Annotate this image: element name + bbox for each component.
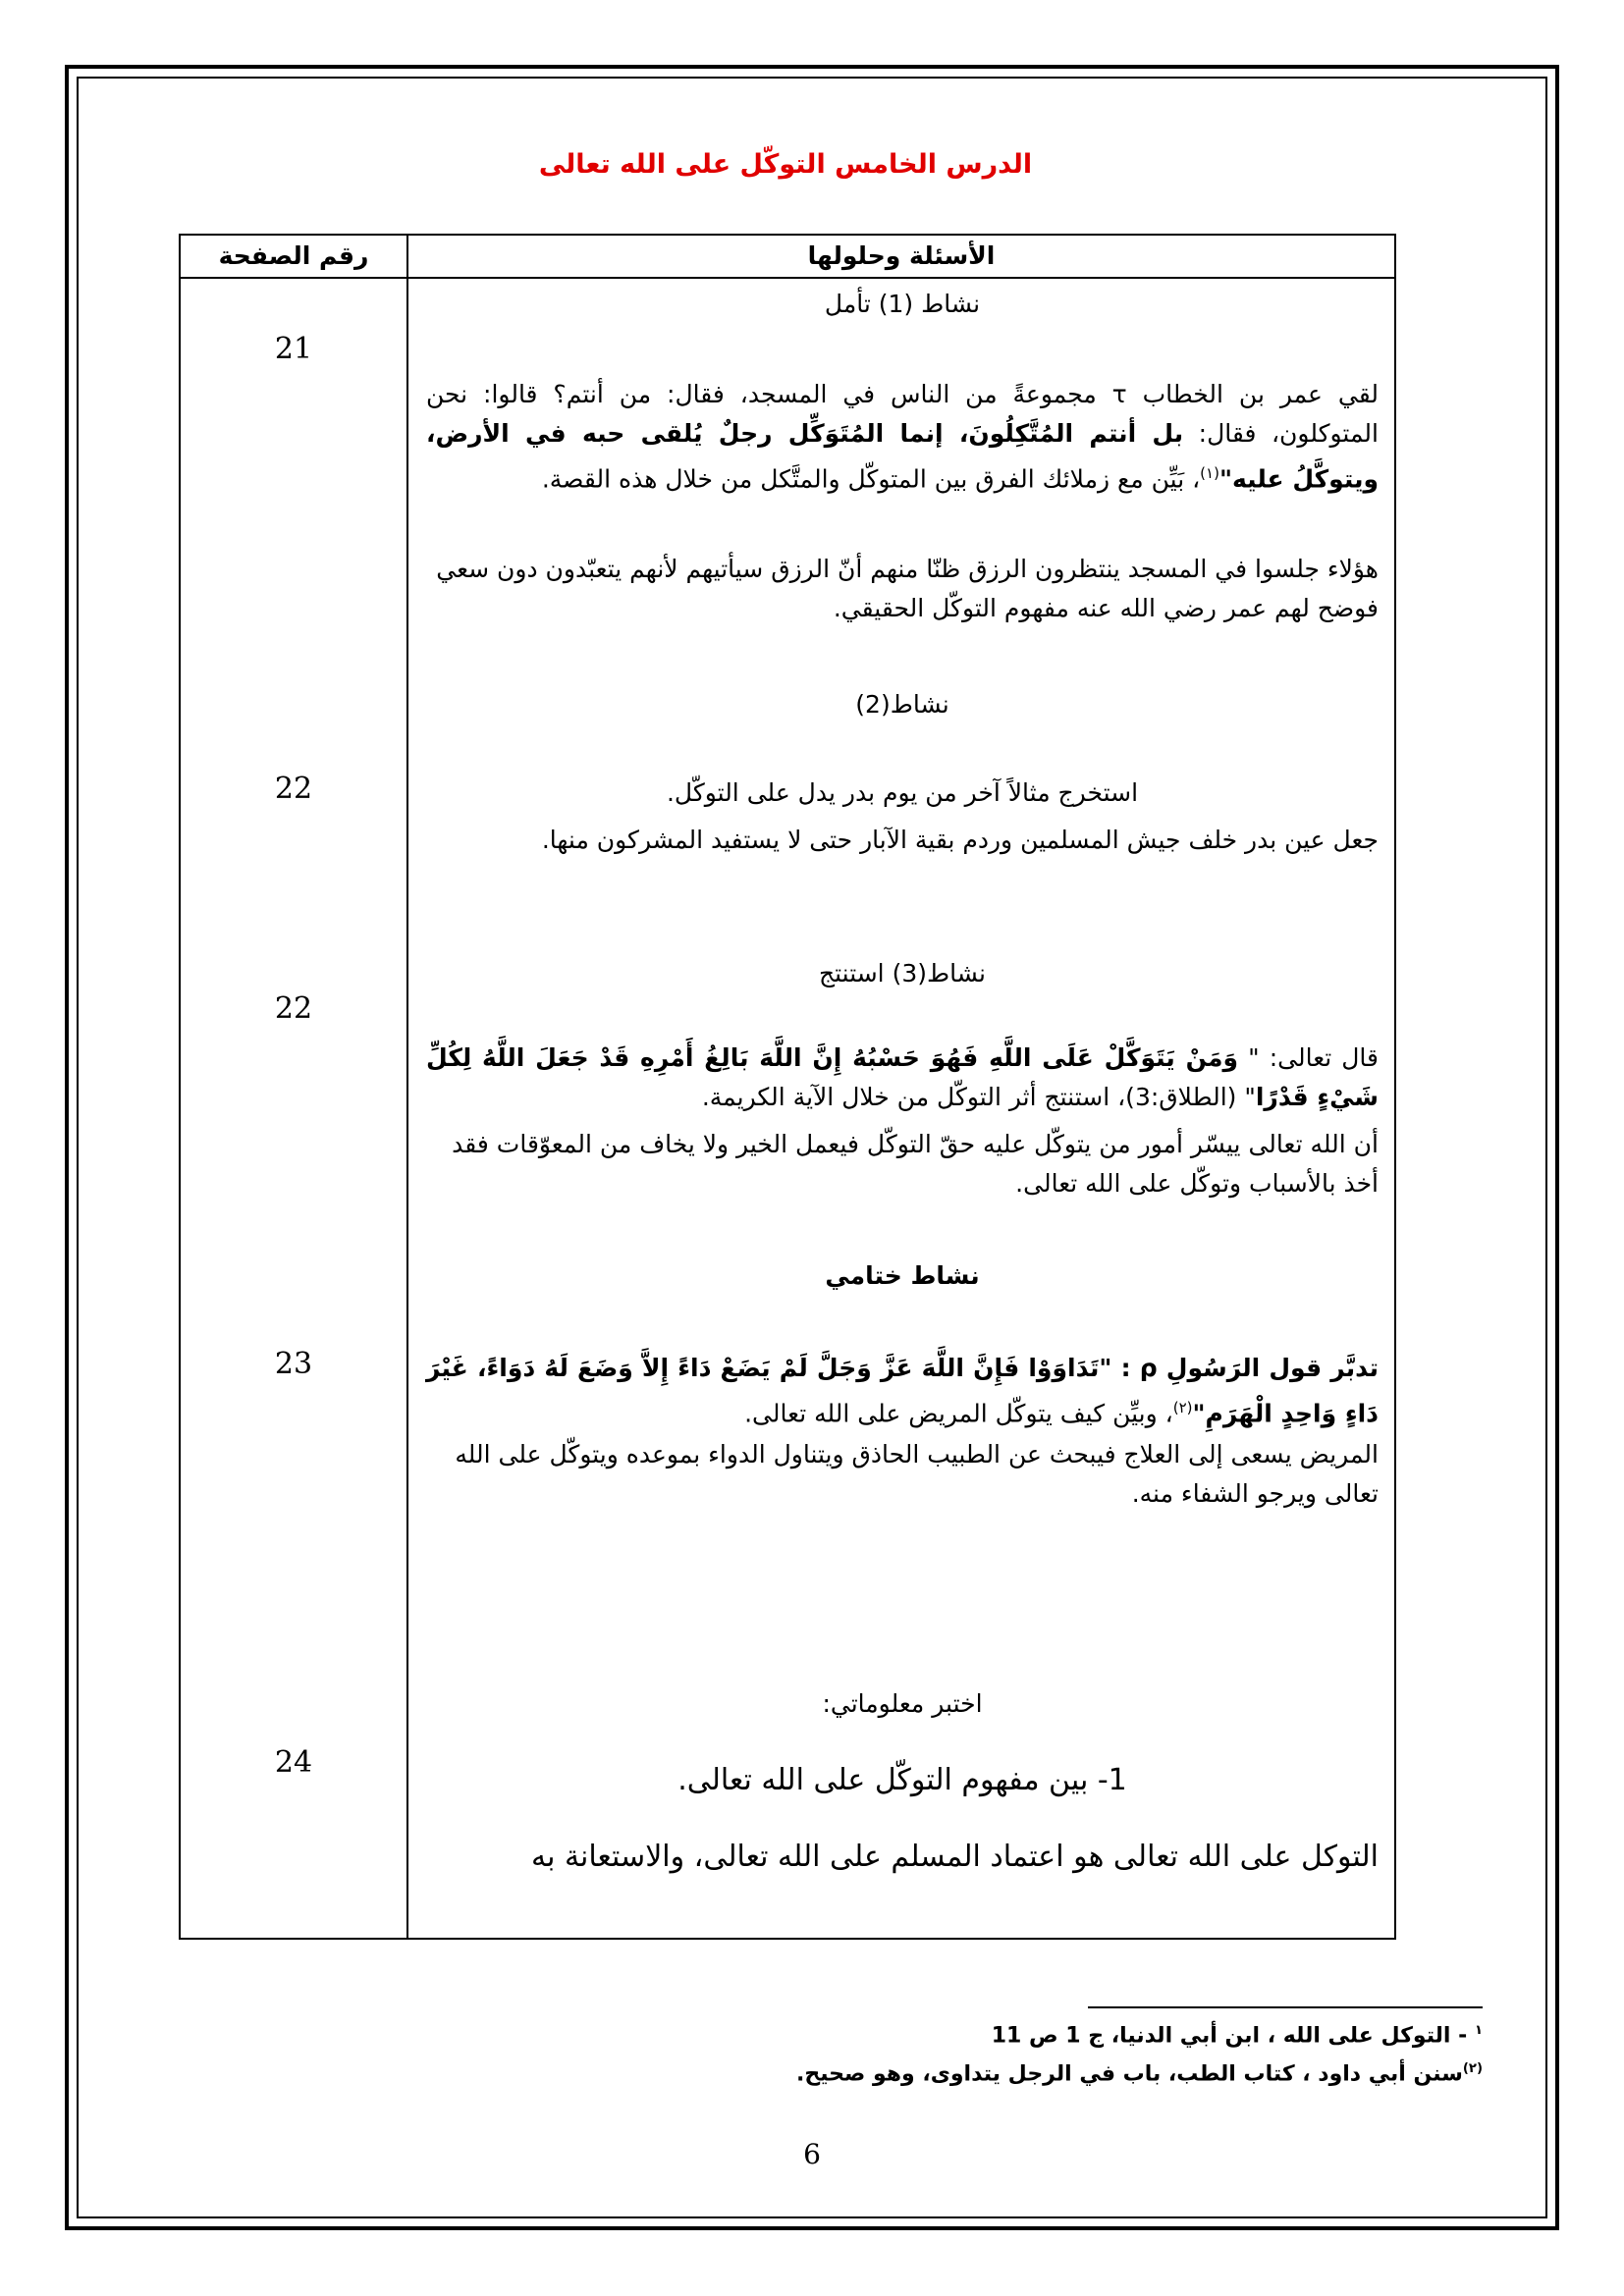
activity-1-text-a: لقي عمر بن الخطاب τ مجموعةً من الناس في المسجد، فقال: من أنتم؟ قالوا: نحن المتوكلون، فقال:: [426, 380, 1379, 448]
activity-1-heading: نشاط (1) تأمل: [824, 290, 981, 318]
page-number-cell: 21: [274, 332, 313, 366]
page-number-cell: 23: [274, 1347, 313, 1381]
footnotes: [687, 2014, 1483, 2092]
activity-1-question: [426, 375, 1379, 499]
footnote-1: [687, 2014, 1483, 2053]
test-question: 1- بين مفهوم التوكّل على الله تعالى.: [677, 1763, 1127, 1797]
footnote-1-mark: (١): [1200, 464, 1219, 482]
activity-1-text-b: ، بَيِّن مع زملائك الفرق بين المتوكّل والمتَّكل من خلال هذه القصة.: [541, 464, 1201, 494]
activity-3-heading: نشاط(3) استنتج: [818, 959, 987, 988]
final-activity-question: [426, 1349, 1379, 1433]
header-questions: الأسئلة وحلولها: [807, 241, 996, 270]
page-number-cell: 22: [274, 772, 313, 806]
final-activity-text-a: تدبَّر قول الرَسُولِ ρ : ": [1099, 1354, 1379, 1382]
page-number-cell: 22: [274, 991, 313, 1026]
activity-2-answer: جعل عين بدر خلف جيش المسلمين وردم بقية الآبار حتى لا يستفيد المشركون منها.: [541, 826, 1379, 854]
test-heading: اختبر معلوماتي:: [822, 1689, 983, 1718]
header-page-number: رقم الصفحة: [218, 241, 369, 270]
column-divider: [406, 236, 408, 1938]
footnote-1-number: ١: [1474, 2023, 1483, 2038]
activity-2-heading: نشاط(2): [855, 690, 949, 719]
footnote-2-number: (٢): [1462, 2061, 1483, 2077]
header-divider: [181, 277, 1394, 279]
final-activity-heading: نشاط ختامي: [825, 1261, 980, 1290]
footnote-2-text: سنن أبي داود ، كتاب الطب، باب في الرجل يتداوى، وهو صحيح.: [795, 2061, 1463, 2087]
activity-1-answer: هؤلاء جلسوا في المسجد ينتظرون الرزق ظنّا منهم أنّ الرزق سيأتيهم لأنهم يتعبّدون دون سعي فوضح لهم عمر رضي الله عنه مفهوم التوكّل الحقيقي.: [436, 555, 1379, 622]
activity-3-text-b: " (الطلاق:3)، استنتج أثر التوكّل من خلال الآية الكريمة.: [701, 1083, 1256, 1111]
final-activity-hadith: تَدَاوَوْا فَإِنَّ اللَّهَ عَزَّ وَجَلَّ لَمْ يَضَعْ دَاءً إِلاَّ وَضَعَ لَهُ دَوَاءً، غَيْرَ دَاءٍ وَاحِدٍ الْهَرَمِ": [426, 1354, 1379, 1428]
footnote-1-text: - التوكل على الله ، ابن أبي الدنيا، ج 1 ص 11: [991, 2023, 1475, 2049]
test-answer: التوكل على الله تعالى هو اعتماد المسلم على الله تعالى، والاستعانة به: [530, 1840, 1379, 1874]
footnote-rule: [1088, 2006, 1483, 2008]
activity-3-verse: وَمَنْ يَتَوَكَّلْ عَلَى اللَّهِ فَهُوَ حَسْبُهُ إِنَّ اللَّهَ بَالِغُ أَمْرِهِ قَدْ جَعَلَ اللَّهُ لِكُلِّ شَيْءٍ قَدْرًا: [426, 1043, 1379, 1111]
final-activity-answer: المريض يسعى إلى العلاج فيبحث عن الطبيب الحاذق ويتناول الدواء بموعده ويتوكّل على الله تعالى ويرجو الشفاء منه.: [455, 1440, 1379, 1508]
page-number: 6: [803, 2138, 821, 2170]
activity-3-text-a: قال تعالى: ": [1238, 1043, 1379, 1072]
lesson-title: الدرس الخامس التوكّل على الله تعالى: [538, 149, 1033, 180]
questions-table: [179, 234, 1396, 1940]
footnote-2-mark: (٢): [1172, 1399, 1193, 1416]
activity-3-answer: أن الله تعالى ييسّر أمور من يتوكّل عليه حقّ التوكّل فيعمل الخير ولا يخاف من المعوّقات فقد أخذ بالأسباب وتوكّل على الله تعالى.: [452, 1130, 1379, 1198]
activity-1-quote: بل أنتم المُتَّكِلُونَ، إنما المُتَوَكِّل رجلٌ يُلقى حبه في الأرض، ويتوكَّلُ عليه": [426, 419, 1379, 494]
footnote-2: [687, 2053, 1483, 2091]
activity-3-question: [426, 1039, 1379, 1117]
page-number-cell: 24: [274, 1745, 313, 1780]
activity-2-question: استخرج مثالاً آخر من يوم بدر يدل على التوكّل.: [666, 778, 1139, 807]
final-activity-text-b: ، وبيِّن كيف يتوكّل المريض على الله تعالى.: [744, 1399, 1173, 1428]
